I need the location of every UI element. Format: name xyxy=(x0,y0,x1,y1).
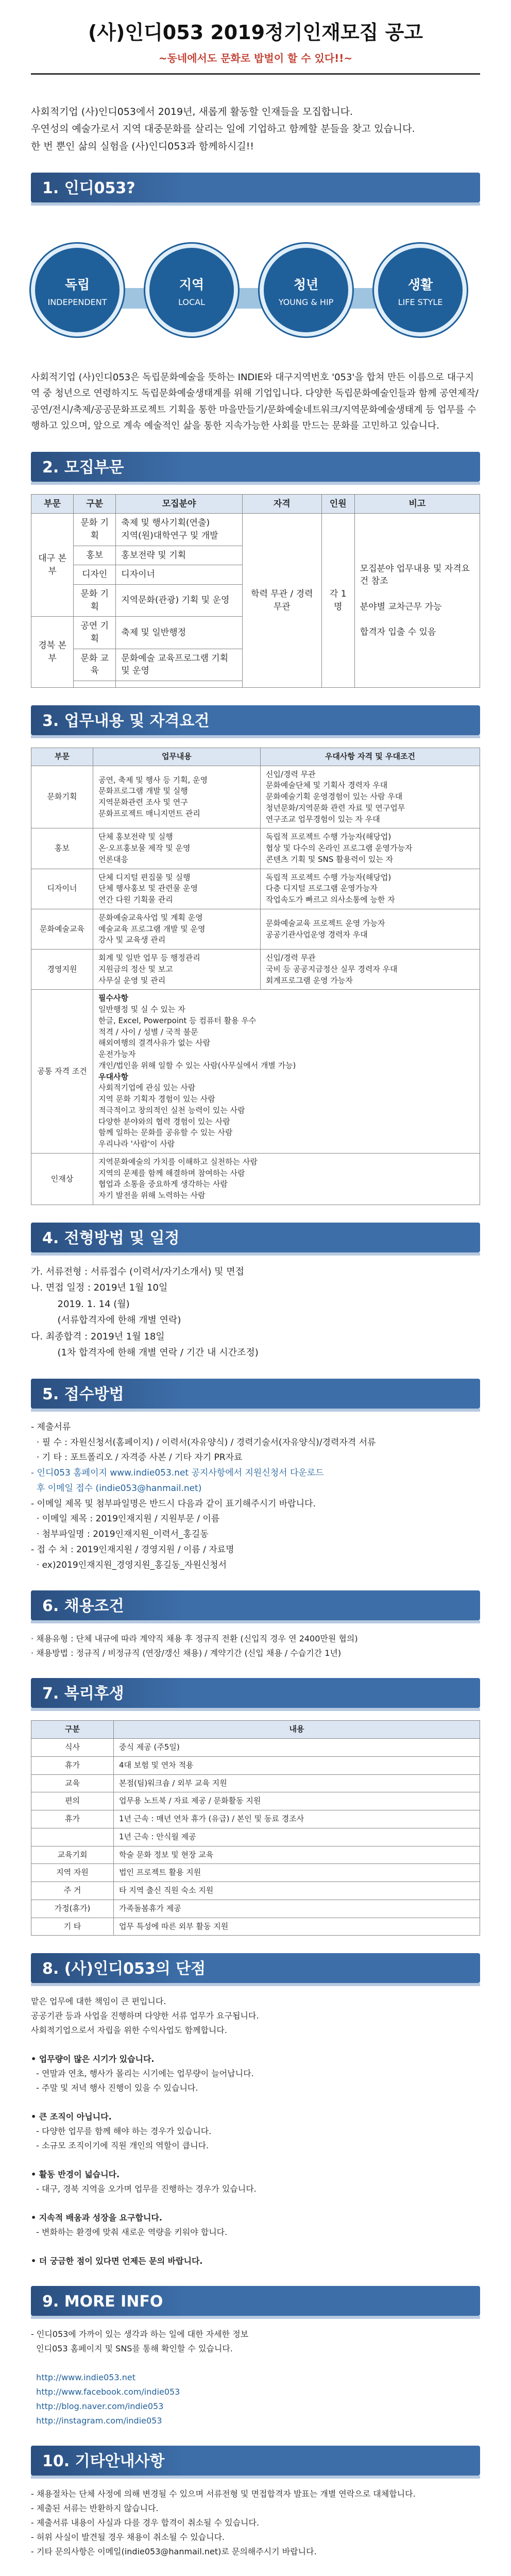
field-cell xyxy=(116,514,243,546)
section-title: 5. 접수방법 xyxy=(42,1385,124,1403)
section-7-header xyxy=(31,1678,480,1708)
common-item: 다양한 분야와의 협력 경험이 있는 사람 xyxy=(98,1116,230,1126)
text-line: - 제출서류 xyxy=(31,1421,71,1432)
common-item: 한글, Excel, Powerpoint 등 컴퓨터 활용 우수 xyxy=(98,1015,257,1025)
text-line: - 접 수 처 : 2019인재지원 / 경영지원 / 이름 / 자료명 xyxy=(31,1544,234,1555)
benefit-value: 중식 제공 (주5일) xyxy=(114,1739,480,1757)
section-8-header xyxy=(31,1953,480,1983)
text-line: - 변화하는 환경에 맞춰 새로운 역량을 키워야 합니다. xyxy=(31,2227,228,2238)
benefit-value: 법인 프로젝트 활용 지원 xyxy=(114,1864,480,1882)
duty: 단체 행사홍보 및 관련물 운영 xyxy=(98,884,198,893)
category-cell: 홍보 xyxy=(74,546,116,565)
common-item: 필수사항 xyxy=(98,993,128,1003)
text-line: 사회적기업으로서 자립을 위한 수익사업도 함께합니다. xyxy=(31,2025,227,2036)
benefits-table xyxy=(31,1720,480,1936)
text-line: - 소규모 조직이기에 직원 개인의 역할이 큽니다. xyxy=(31,2141,209,2151)
field-cell: 홍보전략 및 기획 xyxy=(116,546,243,565)
text-line: · 채용유형 : 단체 내규에 따라 계약직 채용 후 정규직 전환 (신입직 경우 연 2400만원 협의) xyxy=(31,1634,358,1644)
section-9-header xyxy=(31,2286,480,2316)
col-header: 부문 xyxy=(31,494,74,514)
qual: 국비 등 공공지금정산 실무 경력자 우대 xyxy=(265,964,398,974)
text-line: - 연말과 연초, 행사가 몰리는 시기에는 업무량이 늘어납니다. xyxy=(31,2069,254,2079)
text-line: - 제출된 서류는 반환하지 않습니다. xyxy=(31,2503,159,2514)
group-cell: 대구 본부 xyxy=(31,514,74,617)
talent-item: 지역문화예술의 가치를 이해하고 실천하는 사람 xyxy=(98,1157,258,1166)
benefit-value: 타 지역 출신 직원 숙소 지원 xyxy=(114,1882,480,1900)
qual: 회계프로그램 운영 가능자 xyxy=(265,975,353,985)
qual: 공공기관사업운영 경력자 우대 xyxy=(265,929,368,939)
duty: 예술교육 프로그램 개발 및 운영 xyxy=(98,924,206,934)
duty: 회계 및 일반 업무 등 행정관리 xyxy=(98,953,200,963)
common-item: 우대사항 xyxy=(98,1072,128,1081)
benefit-value: 1년 근속 : 안식월 제공 xyxy=(114,1828,480,1846)
benefit-value: 1년 근속 : 매년 연차 휴가 (유급) / 본인 및 동료 경조사 xyxy=(114,1810,480,1828)
text-line: 인디053 홈페이지 및 SNS를 통해 확인할 수 있습니다. xyxy=(31,2344,233,2354)
benefit-key: 식사 xyxy=(31,1739,114,1757)
field-cell: 지역문화(관광) 기획 및 운영 xyxy=(116,585,243,617)
qual: 콘텐츠 기획 및 SNS 활용력이 있는 자 xyxy=(265,854,394,864)
section-title: 1. 인디053? xyxy=(42,179,135,197)
talent-item: 협업과 소통을 중요하게 생각하는 사람 xyxy=(98,1179,228,1189)
text-line: · 채용방법 : 정규직 / 비정규직 (연장/갱신 채용) / 계약기간 (신입 채용 / 수습기간 1년) xyxy=(31,1648,342,1658)
text-line: 가. 서류전형 : 서류접수 (이력서/자기소개서) 및 면접 xyxy=(31,1266,244,1277)
duty: 단체 디지털 편집물 및 실행 xyxy=(98,872,191,882)
section-title: 7. 복리후생 xyxy=(42,1685,124,1703)
section-2-header xyxy=(31,452,480,482)
col-header: 부문 xyxy=(31,748,93,766)
benefit-value: 업무용 노트북 / 자료 제공 / 문화활동 지원 xyxy=(114,1792,480,1810)
text-line: (1차 합격자에 한해 개별 연락 / 기간 내 시간조정) xyxy=(31,1347,259,1359)
section-3-header xyxy=(31,705,480,735)
text-line: · ex)2019인재지원_경영지원_홍길동_자원신청서 xyxy=(31,1560,227,1570)
intro-line: 한 번 뿐인 삶의 실험을 (사)인디053과 함께하시길!! xyxy=(31,140,254,152)
section-5-header xyxy=(31,1379,480,1409)
col-header: 인원 xyxy=(321,494,354,514)
duty: 온·오프홍보물 제작 및 운영 xyxy=(98,843,191,853)
text-line: 나. 면접 일정 : 2019년 1월 10일 xyxy=(31,1282,168,1294)
circle-independent xyxy=(31,244,124,336)
circle-sublabel: INDEPENDENT xyxy=(47,297,107,308)
benefit-value: 업무 특성에 따른 외부 활동 지원 xyxy=(114,1918,480,1936)
qual: 문화예술기획 운영경험이 있는 사람 우대 xyxy=(265,792,403,802)
common-item: 개인/법인을 위해 일할 수 있는 사람(사무실에서 개별 가능) xyxy=(98,1060,296,1070)
duty: 지역문화관련 조사 및 연구 xyxy=(98,798,188,807)
text-line: • 활동 반경이 넓습니다. xyxy=(31,2170,120,2180)
dept-cell: 홍보 xyxy=(31,828,93,869)
qual: 독립적 프로젝트 수행 가능자(해당업) xyxy=(265,832,391,842)
col-header: 구분 xyxy=(31,1721,114,1739)
page-title: (사)인디053 2019정기인재모집 공고 xyxy=(88,21,423,44)
text-line: (서류합격자에 한해 개별 연락) xyxy=(31,1315,181,1326)
circle-young xyxy=(260,244,352,336)
intro-line: 사회적기업 (사)인디053에서 2019년, 새롭게 활동할 인재들을 모집합니다. xyxy=(31,106,353,118)
section-title: 6. 채용조건 xyxy=(42,1597,124,1616)
common-item: 우리나라 '사람'이 사람 xyxy=(98,1139,175,1149)
category-cell: 문화 교육 xyxy=(74,649,116,681)
text-line: - 대구, 경북 지역을 오가며 업무를 진행하는 경우가 있습니다. xyxy=(31,2184,257,2194)
duty: 사무실 운영 및 관리 xyxy=(98,975,166,985)
category-cell: 문화 기획 xyxy=(74,585,116,617)
duty: 단체 홍보전략 및 실행 xyxy=(98,832,173,842)
common-item: 적극적이고 창의적인 실천 능력이 있는 사람 xyxy=(98,1105,245,1115)
qual: 다층 디지털 프로그램 운영가능자 xyxy=(265,884,378,893)
col-header: 업무내용 xyxy=(93,748,261,766)
col-header: 모집분야 xyxy=(116,494,243,514)
circle-sublabel: LIFE STYLE xyxy=(398,297,443,308)
benefit-key: 교육기회 xyxy=(31,1846,114,1864)
field-cell: 축제 및 일반행정 xyxy=(116,617,243,649)
notice-block xyxy=(31,2487,480,2559)
info-link[interactable]: http://www.indie053.net xyxy=(31,2372,135,2383)
common-item: 일반행정 및 실 수 있는 자 xyxy=(98,1005,185,1014)
dept-cell: 인재상 xyxy=(31,1153,93,1205)
text-line: 공공기관 등과 사업을 진행하며 다양한 서류 업무가 요구됩니다. xyxy=(31,2011,259,2021)
section-title: 8. (사)인디053의 단점 xyxy=(42,1960,206,1978)
section-10-header xyxy=(31,2446,480,2476)
qual: 신입/경력 무관 xyxy=(265,769,316,779)
benefit-value: 4대 보험 및 연차 적용 xyxy=(114,1756,480,1774)
page-subtitle: ~동네에서도 문화로 밥벌이 할 수 있다!!~ xyxy=(31,51,480,75)
benefit-key: 휴가 xyxy=(31,1756,114,1774)
benefit-key: 기 타 xyxy=(31,1918,114,1936)
col-header: 우대사항 자격 및 우대조건 xyxy=(260,748,480,766)
qual: 협상 및 다수의 온라인 프로그램 운영가능자 xyxy=(265,843,413,853)
section-4-header xyxy=(31,1223,480,1252)
col-header: 내용 xyxy=(114,1721,480,1739)
text-line: 다. 최종합격 : 2019년 1월 18일 xyxy=(31,1331,165,1342)
benefit-value: 학술 문화 정보 및 현장 교육 xyxy=(114,1846,480,1864)
dept-cell: 문화기획 xyxy=(31,766,93,828)
qual: 독립적 프로젝트 수행 가능자(해당업) xyxy=(265,872,391,882)
circle-label: 생활 xyxy=(407,277,433,292)
section-title: 9. MORE INFO xyxy=(42,2293,163,2311)
text-line: • 더 궁금한 점이 있다면 언제든 문의 바랍니다. xyxy=(31,2256,203,2266)
text-line: • 큰 조직이 아닙니다. xyxy=(31,2112,112,2122)
header xyxy=(31,0,480,75)
benefit-value: 가족돌봄휴가 제공 xyxy=(114,1900,480,1918)
talent-item: 자기 발전을 위해 노력하는 사람 xyxy=(98,1191,206,1200)
qual: 신입/경력 무관 xyxy=(265,953,316,963)
category-cell: 문화 기획 xyxy=(74,514,116,546)
note: 모집분야 업무내용 및 자격요건 참조 xyxy=(360,563,470,587)
common-item: 사회적기업에 관심 있는 사람 xyxy=(98,1083,196,1093)
recruit-table xyxy=(31,494,480,688)
duties-table xyxy=(31,748,480,1205)
about-text: 사회적기업 (사)인디053은 독립문화예술을 뜻하는 INDIE와 대구지역번호 '053'을 합쳐 만든 이름으로 대구지역 중 청년으로 연령하지도 독립문화예술생태계를 위해 기업입니다. 다양한 독립문화예술인들과 함께 공연제작/공연/전시/축제/공공문화프로젝트 기획을 통한 마을만들기/문화예술네트워크/지역문화예술생태계 등 업무를 수행하고 있으며, 앞으로 계속 예술적인 삶을 통한 지속가능한 사회를 만드는 문화를 고민하고 있습니다. xyxy=(31,371,479,432)
section-title: 2. 모집부문 xyxy=(42,458,124,477)
section-title: 10. 기타안내사항 xyxy=(42,2452,165,2471)
benefit-key: 교육 xyxy=(31,1774,114,1792)
qual: 연구조교 업무경험이 있는 자 우대 xyxy=(265,814,380,824)
qual: 문화예술단체 및 기획사 경력자 우대 xyxy=(265,781,388,790)
col-header: 구분 xyxy=(74,494,116,514)
circle-label: 지역 xyxy=(179,277,205,292)
qual: 청년문화/지역문화 관련 자료 및 연구업무 xyxy=(265,803,405,812)
text-line: - 인디053 홈페이지 www.indie053.net 공지사항에서 지원신청서 다운로드 xyxy=(31,1468,324,1479)
circle-sublabel: YOUNG & HIP xyxy=(278,297,334,308)
note: 합격자 입출 수 있음 xyxy=(360,626,436,637)
field-cell: 디자이너 xyxy=(116,565,243,585)
common-item: 지역 문화 기획자 경험이 있는 사람 xyxy=(98,1094,215,1104)
text-line: - 다양한 업무를 함께 해야 하는 경우가 있습니다. xyxy=(31,2126,212,2137)
col-header: 자격 xyxy=(242,494,321,514)
info-link[interactable]: http://www.facebook.com/indie053 xyxy=(31,2387,180,2397)
circle-local xyxy=(145,244,238,336)
category-cell: 공연 기획 xyxy=(74,617,116,649)
downsides-block xyxy=(31,1994,480,2268)
text-line: - 제출서류 내용이 사실과 다를 경우 합격이 취소될 수 있습니다. xyxy=(31,2518,260,2528)
intro xyxy=(31,104,480,155)
duty: 강사 및 교육생 관리 xyxy=(98,935,166,945)
duty: 언론대응 xyxy=(98,854,128,864)
process-block xyxy=(31,1264,480,1361)
common-item: 해외여행의 결격사유가 없는 사람 xyxy=(98,1038,211,1048)
text-line: · 기 타 : 포트폴리오 / 자격증 사본 / 기타 자기 PR자료 xyxy=(31,1452,243,1463)
text-line: - 이메일 제목 및 첨부파일명은 반드시 다음과 같이 표기해주시기 바랍니다. xyxy=(31,1498,316,1509)
section-1-header xyxy=(31,173,480,202)
info-link[interactable]: http://instagram.com/indie053 xyxy=(31,2416,162,2426)
qual: 문화예술교육 프로젝트 운영 가능자 xyxy=(265,918,385,928)
circle-label: 독립 xyxy=(64,277,90,292)
common-item: 함께 일하는 문화를 공유할 수 있는 사람 xyxy=(98,1128,233,1138)
text-line: - 인디053에 가까이 있는 생각과 하는 일에 대한 자세한 정보 xyxy=(31,2329,249,2340)
dept-cell: 경영지원 xyxy=(31,950,93,990)
circle-label: 청년 xyxy=(293,277,319,292)
circle-life xyxy=(374,244,467,336)
text-line: • 지속적 배움과 성장을 요구합니다. xyxy=(31,2213,162,2223)
col-header: 비고 xyxy=(354,494,480,514)
benefit-key: 지역 자원 xyxy=(31,1864,114,1882)
intro-line: 우연성의 예술가로서 지역 대중문화를 살리는 일에 기업하고 함께할 분들을 찾고 있습니다. xyxy=(31,123,415,135)
text-line: 맡은 업무에 대한 책임이 큰 편입니다. xyxy=(31,1996,166,2007)
qual-cell: 학력 무관 / 경력 무관 xyxy=(242,514,321,687)
section-title: 4. 전형방법 및 일정 xyxy=(42,1229,180,1247)
common-item: 적격 / 사이 / 성별 / 국적 불문 xyxy=(98,1027,198,1037)
benefit-key: 휴가 xyxy=(31,1810,114,1828)
apply-block xyxy=(31,1420,480,1573)
common-item: 운전가능자 xyxy=(98,1049,136,1059)
info-block xyxy=(31,2327,480,2428)
talent-item: 지역의 문제를 함께 해결하며 참여하는 사람 xyxy=(98,1168,245,1178)
group-cell: 경북 본부 xyxy=(31,617,74,688)
benefit-key xyxy=(31,1828,114,1846)
dept-cell: 공통 자격 조건 xyxy=(31,990,93,1154)
text-line: · 필 수 : 자원신청서(홈페이지) / 이력서(자유양식) / 경력기술서(자유양식)/경력자격 서류 xyxy=(31,1437,376,1448)
duty: 문화예술교육사업 및 계획 운영 xyxy=(98,912,203,922)
duty: 공연, 축제 및 행사 등 기획, 운영 xyxy=(98,775,208,785)
duty: 지원금의 정산 및 보고 xyxy=(98,964,173,974)
text-line: · 첨부파일명 : 2019인재지원_이력서_홍길동 xyxy=(31,1529,209,1540)
benefit-key: 편의 xyxy=(31,1792,114,1810)
dept-cell: 문화예술교육 xyxy=(31,909,93,949)
terms-block xyxy=(31,1632,480,1660)
note: 분야별 교차근무 가능 xyxy=(360,601,442,612)
duty: 문화프로젝트 매니지먼트 관리 xyxy=(98,808,200,818)
text-line: · 이메일 제목 : 2019인재지원 / 지원부문 / 이름 xyxy=(31,1514,220,1524)
duty: 문화프로그램 개발 및 실행 xyxy=(98,786,188,796)
text-line: - 채용절차는 단체 사정에 의해 변경될 수 있으며 서류전형 및 면접합격자 발표는 개별 연락으로 대체합니다. xyxy=(31,2489,416,2499)
field-item: 축제 및 행사기획(연출) xyxy=(121,518,210,529)
circle-sublabel: LOCAL xyxy=(178,297,205,308)
text-line: - 기타 문의사항은 이메일(indie053@hanmail.net)로 문의해주시기 바랍니다. xyxy=(31,2547,317,2557)
category-cell: 디자인 xyxy=(74,565,116,585)
section-6-header xyxy=(31,1590,480,1620)
text-line: - 주말 및 저녁 행사 진행이 있을 수 있습니다. xyxy=(31,2083,198,2093)
notes-cell xyxy=(354,514,480,687)
qual: 작업속도가 빠르고 의사소통에 능한 자 xyxy=(265,895,395,905)
benefit-key: 주 거 xyxy=(31,1882,114,1900)
count-cell: 각 1명 xyxy=(321,514,354,687)
duty: 연간 다원 기획물 관리 xyxy=(98,895,173,905)
field-cell: 문화예술 교육프로그램 기획 및 운영 xyxy=(116,649,243,681)
field-item: 지역(원)대학연구 및 개발 xyxy=(121,531,218,541)
value-circles xyxy=(31,211,480,365)
text-line: - 허위 사실이 발견될 경우 채용이 취소될 수 있습니다. xyxy=(31,2532,225,2543)
benefit-value: 본점(팀)워크숍 / 외부 교육 지원 xyxy=(114,1774,480,1792)
dept-cell: 디자이너 xyxy=(31,869,93,909)
info-link[interactable]: http://blog.naver.com/indie053 xyxy=(31,2401,164,2412)
text-line: 후 이메일 접수 (indie053@hanmail.net) xyxy=(31,1483,202,1494)
text-line: 2019. 1. 14 (월) xyxy=(31,1298,130,1310)
section-title: 3. 업무내용 및 자격요건 xyxy=(42,711,210,730)
text-line: • 업무량이 많은 시기가 있습니다. xyxy=(31,2054,155,2064)
benefit-key: 가정(휴가) xyxy=(31,1900,114,1918)
